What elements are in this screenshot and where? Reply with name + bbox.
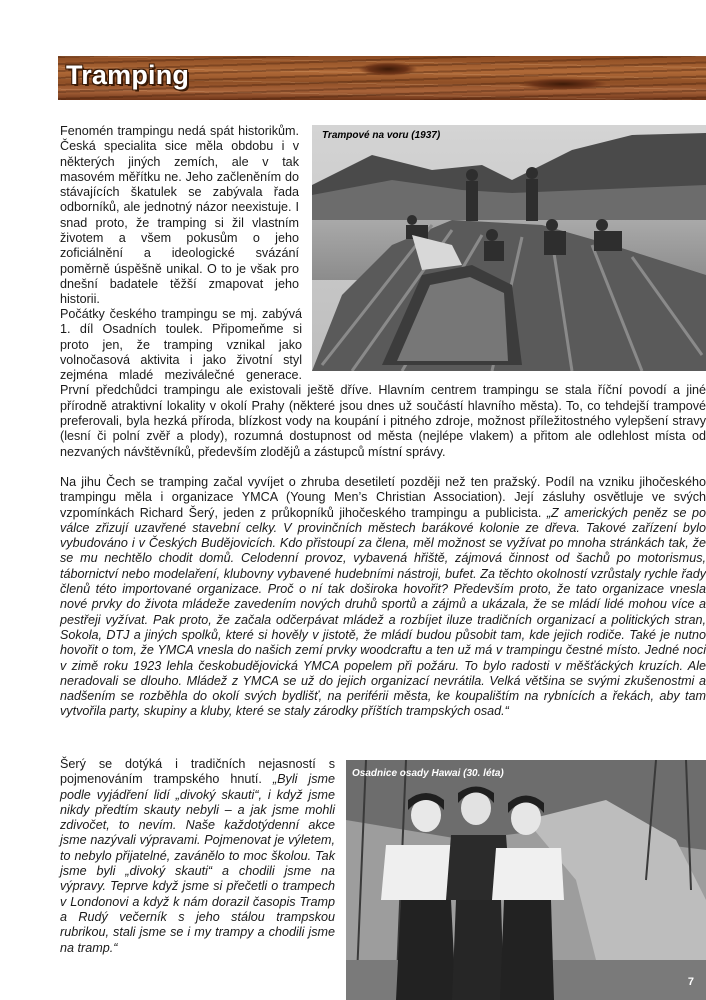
- naming-quote: „Byli jsme podle vyjádření lidí „divoký skauti“, i když jsme nikdy předtím skauty nebyli – a jak jsme mohli zdivočet, to nevím. Naše každotýdenní akce jsme nazývali výpravami. Pojmenovat je výletem, to nebylo přijatelné, zavánělo to moc školou. Tak jsme byli „divoký skauti“ a chodili jsme na výpravy. Teprve když jsme si přečetli o trampech v Londonovi a když k nám dorazil časopis Tramp a Rudý večerník s jeho stálou trampskou rubrikou, stali jsme se i my trampy a chodili jsme na tramp.“: [60, 772, 335, 955]
- history-paragraph: [60, 307, 706, 460]
- hawai-photo-image: [346, 760, 706, 1000]
- ymca-quote: „Z amerických peněz se po válce zřizují uzavřené stavební celky. V provinčních městech barákové kolonie ze dřeva. Takové zařízení bylo vybudováno i v Českých Budějovicích. Kdo přistoupí za člena, měl možnost se vyžívat po mnoha stránkách tak, že se mu nechtělo chodit domů. Celodenní provoz, vybavená hřiště, zájmová činnost od šachů po motorismus, tábornictví nebo modelaření, klubovny vybavené hudebními nástroji, bufet. Za těchto okolností vzrůstaly rychle řady členů této importované organizace. Proč o ní tak doširoka hovořit? Především proto, že tato organizace vnesla nové prvky do života mládeže zavedením nových druhů sportů a zájmů a ukázala, že se mládí lidé mohou více a pestřeji vyžívat. Pak proto, že začala odčerpávat mládež a rozbíjet iluze tradičních organizací a politických stran, Sokola, DTJ a jiných spolků, které si hověly v jistotě, že mládí budou působit tam, kde jejich rodiče. Také je nutno hovořit o tom, že YMCA vnesla do našich zemí prvky woodcraftu a ten už má v trampingu čestné místo. Jedné noci v zimě roku 1923 lehla českobudějovická YMCA popelem při požáru. To bylo radosti v měšťáckých kruzích. Ale neradovali se dlouho. Mládež z YMCA se už do jejich organizací nevrátila. Velká většina se svými zkušenostmi a nadšením se rozběhla do okolí svých bydlišť, na periférii města, ke koupalištím na rybnících a řekách, aby tam vytvořila party, skupiny a kluby, které se staly zárodky příštích trampských osad.“: [60, 505, 706, 719]
- page-title: Tramping: [66, 60, 190, 90]
- ymca-paragraph: [60, 475, 706, 720]
- ymca-text: Na jihu Čech se tramping začal vyvíjet o zhruba desetiletí později než ten pražský. Podíl na vzniku jihočeského trampingu měla i organizace YMCA (Young Men’s Christian Association). Její zásluhy osvětluje ve svých vzpomínkách Richard Šerý, jeden z průkopníků jihočeského trampingu a publicista.: [60, 475, 706, 520]
- naming-paragraph: [60, 757, 335, 956]
- intro-text: Fenomén trampingu nedá spát historikům. Česká specialita sice měla obdobu i v některých jiných zemích, ale v tak masovém měřítku ne. Jeho začleněním do stávajících škatulek se zabývala řada odborníků, ale jednotný názor neexistuje. I snad proto, že tramping si žil vlastním životem a všem pokusům o jeho zoficiálnění a ideologické svázání poměrně úspěšně unikal. O to je však pro dnešní badatele těžší zmapovat jeho historii.: [60, 124, 299, 307]
- hawai-photo-caption: Osadnice osady Hawai (30. léta): [352, 768, 504, 779]
- photo-float-spacer: [302, 307, 706, 382]
- intro-paragraph: [60, 124, 299, 308]
- history-text: Počátky českého trampingu se mj. zabývá 1. díl Osadních toulek. Připomeňme si proto jen, že tramping vznikal jako volnočasová aktivita i jako životní styl zejména mladé meziválečné generace. První předchůdci trampingu ale existovali ještě dříve. Hlavním centrem trampingu se stala říční povodí a jiné přírodně atraktivní lokality v okolí Prahy (některé jsou dnes už součástí hlavního města). To, co tehdejší trampové preferovali, byla hezká příroda, blízkost vody na koupání i pitného zdroje, možnost příležitostného vylepšení stravy (lesní či polní zvěř a plody), rozumná dostupnost od města (nejlépe vlakem) a přitom ale odlehlost místa od nezvaných návštěvníků, především zlodějů a zástupců místní správy.: [60, 307, 706, 459]
- wood-knot: [518, 78, 608, 90]
- naming-text: Šerý se dotýká i tradičních nejasností s pojmenováním trampského hnutí.: [60, 757, 335, 787]
- wood-knot: [358, 62, 418, 76]
- hawai-photo: [346, 760, 706, 1000]
- raft-photo-caption: Trampové na voru (1937): [322, 130, 441, 141]
- page-number: 7: [687, 976, 694, 988]
- title-banner: [58, 56, 706, 100]
